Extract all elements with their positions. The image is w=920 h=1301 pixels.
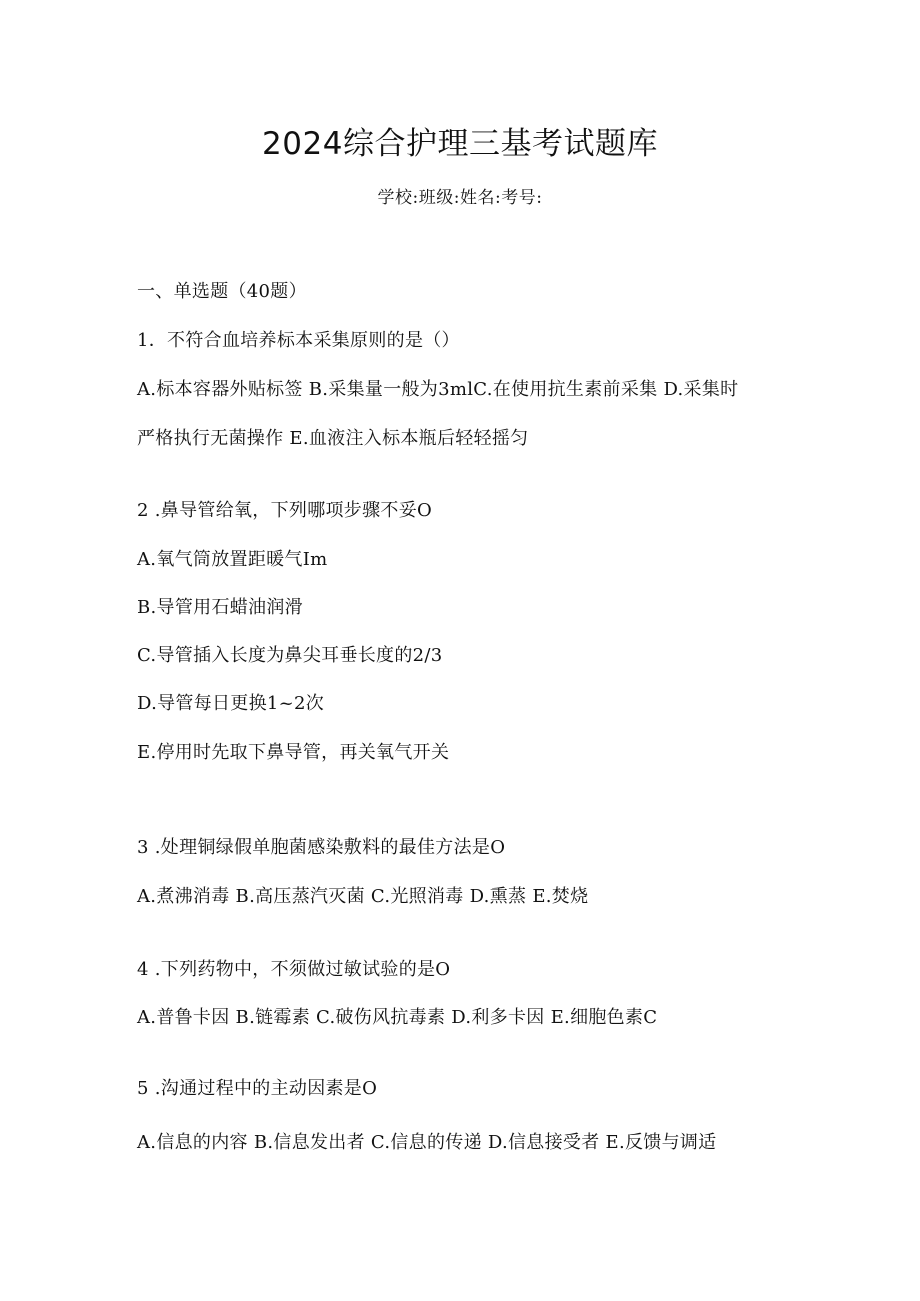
- question-2-option-d: D.导管每日更换1~2次: [137, 693, 325, 714]
- page-title: 2024综合护理三基考试题库: [262, 126, 658, 162]
- question-5-stem: 5 .沟通过程中的主动因素是O: [137, 1078, 378, 1099]
- question-4-options: A.普鲁卡因 B.链霉素 C.破伤风抗毒素 D.利多卡因 E.细胞色素C: [137, 1007, 658, 1028]
- question-2-option-a: A.氧气筒放置距暖气Im: [137, 549, 328, 570]
- question-1-stem: 1．不符合血培养标本采集原则的是（）: [137, 330, 460, 351]
- student-info-line: 学校:班级:姓名:考号:: [377, 188, 543, 208]
- question-1-options-line-1: A.标本容器外贴标签 B.采集量一般为3mlC.在使用抗生素前采集 D.采集时: [137, 379, 739, 400]
- question-2-stem: 2 .鼻导管给氧，下列哪项步骤不妥O: [137, 500, 433, 521]
- question-2-option-e: E.停用时先取下鼻导管，再关氧气开关: [137, 742, 450, 763]
- question-3-options: A.煮沸消毒 B.高压蒸汽灭菌 C.光照消毒 D.熏蒸 E.焚烧: [137, 886, 589, 907]
- question-2-option-c: C.导管插入长度为鼻尖耳垂长度的2/3: [137, 645, 443, 666]
- question-1-options-line-2: 严格执行无菌操作 E.血液注入标本瓶后轻轻摇匀: [137, 428, 529, 449]
- question-5-options: A.信息的内容 B.信息发出者 C.信息的传递 D.信息接受者 E.反馈与调适: [137, 1132, 717, 1153]
- section-heading: 一、单选题（40题）: [137, 281, 307, 302]
- question-3-stem: 3 .处理铜绿假单胞菌感染敷料的最佳方法是O: [137, 837, 506, 858]
- question-2-option-b: B.导管用石蜡油润滑: [137, 597, 303, 618]
- question-4-stem: 4 .下列药物中，不须做过敏试验的是O: [137, 959, 451, 980]
